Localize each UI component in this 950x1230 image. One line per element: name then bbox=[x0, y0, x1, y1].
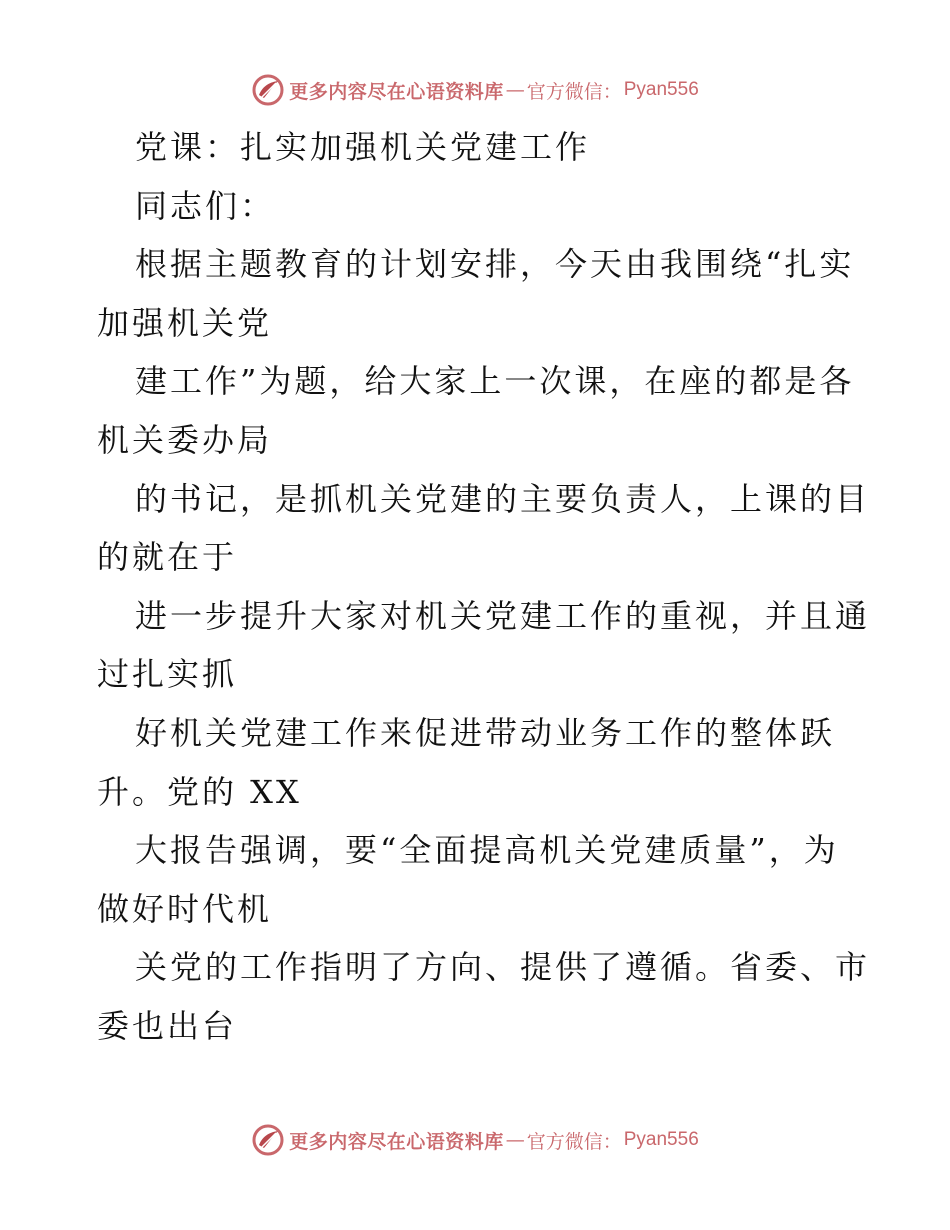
paragraph-line: 建工作”为题，给大家上一次课，在座的都是各 bbox=[135, 362, 855, 401]
paragraph-line: 大报告强调，要“全面提高机关党建质量”，为 bbox=[135, 831, 839, 870]
paragraph-line: 进一步提升大家对机关党建工作的重视，并且通 bbox=[135, 596, 871, 635]
paragraph-line: 委也出台 bbox=[97, 1006, 238, 1045]
watermark-wechat-label: 官方微信： bbox=[526, 1130, 622, 1153]
watermark-separator: — bbox=[505, 79, 525, 101]
salutation: 同志们： bbox=[135, 186, 276, 225]
paragraph-line: 升。党的 XX bbox=[97, 772, 302, 811]
paragraph-line: 机关委办局 bbox=[97, 420, 273, 459]
paragraph-line: 好机关党建工作来促进带动业务工作的整体跃 bbox=[135, 713, 836, 752]
paragraph-line: 做好时代机 bbox=[97, 889, 273, 928]
watermark-wechat-id: Pyan556 bbox=[623, 79, 699, 100]
brand-logo-icon bbox=[251, 73, 285, 107]
watermark-wechat-label: 官方微信： bbox=[526, 80, 622, 103]
paragraph-line: 的就在于 bbox=[97, 538, 238, 577]
paragraph-line: 根据主题教育的计划安排，今天由我围绕“扎实 bbox=[135, 245, 855, 284]
paragraph-line: 关党的工作指明了方向、提供了遵循。省委、市 bbox=[135, 948, 871, 987]
watermark-wechat-id: Pyan556 bbox=[623, 1129, 699, 1150]
watermark-separator: — bbox=[505, 1129, 525, 1151]
document-title: 党课：扎实加强机关党建工作 bbox=[135, 128, 591, 166]
watermark-text: 更多内容尽在心语资料库 bbox=[289, 80, 504, 103]
header-watermark bbox=[0, 70, 950, 110]
brand-logo-icon bbox=[251, 1123, 285, 1157]
document-body bbox=[97, 118, 871, 1056]
paragraph-line: 加强机关党 bbox=[97, 303, 273, 342]
footer-watermark bbox=[0, 1120, 950, 1160]
watermark-text: 更多内容尽在心语资料库 bbox=[289, 1130, 504, 1153]
paragraph-line: 过扎实抓 bbox=[97, 655, 238, 694]
paragraph-line: 的书记，是抓机关党建的主要负责人，上课的目 bbox=[135, 479, 871, 518]
